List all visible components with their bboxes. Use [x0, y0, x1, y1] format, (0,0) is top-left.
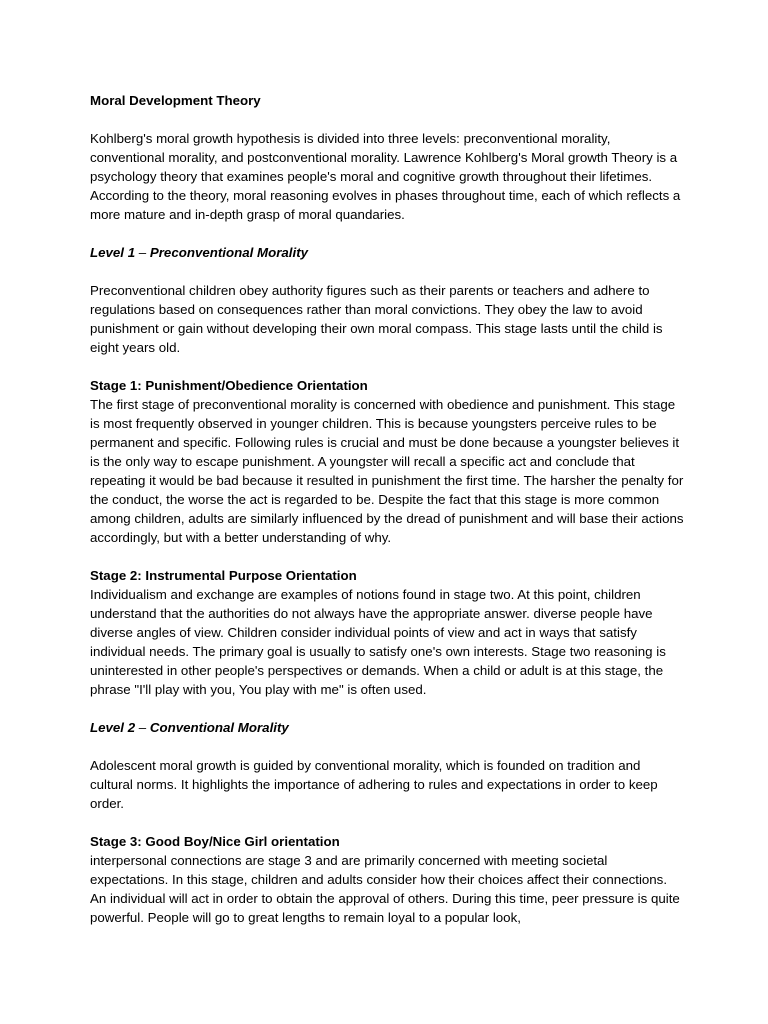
level-1-name: Preconventional Morality — [149, 245, 309, 260]
level-2-name: Conventional Morality — [149, 720, 289, 735]
stage-1-heading: Stage 1: Punishment/Obedience Orientation — [90, 378, 368, 393]
level-1-dash: – — [135, 245, 150, 260]
stage-1-body: The first stage of preconventional morality is concerned with obedience and punishment. This stage is most frequently observed in younger children. This is because youngsters perceive rules to be permanent and specific. Following rules is crucial and must be done because a youngster believes it is the only way to escape punishment. A youngster will recall a specific act and conclude that repeating it would be bad because it resulted in punishment the first time. The harsher the penalty for the conduct, the worse the act is regarded to be. Despite the fact that this stage is more common among children, adults are similarly influenced by the dread of punishment and will base their actions accordingly, but with a better understanding of why. — [90, 397, 684, 545]
level-2-description: Adolescent moral growth is guided by conventional morality, which is founded on tradition and cultural norms. It highlights the importance of adhering to rules and expectations in order to keep order. — [90, 758, 658, 811]
level-2-heading — [90, 718, 684, 737]
stage-3-body: interpersonal connections are stage 3 and are primarily concerned with meeting societal expectations. In this stage, children and adults consider how their choices affect their connections. An individual will act in order to obtain the approval of others. During this time, peer pressure is quite powerful. People will go to great lengths to remain loyal to a popular look, — [90, 853, 680, 925]
level-1-description: Preconventional children obey authority figures such as their parents or teachers and adhere to regulations based on consequences rather than moral convictions. They obey the law to avoid punishment or gain without developing their own moral compass. This stage lasts until the child is eight years old. — [90, 283, 663, 355]
stage-3-heading: Stage 3: Good Boy/Nice Girl orientation — [90, 834, 340, 849]
level-1-heading — [90, 243, 684, 262]
document-title: Moral Development Theory — [90, 93, 261, 108]
level-2-dash: – — [135, 720, 150, 735]
level-1-number: Level 1 — [90, 245, 136, 260]
level-2-number: Level 2 — [90, 720, 136, 735]
stage-2-heading: Stage 2: Instrumental Purpose Orientation — [90, 568, 357, 583]
intro-paragraph: Kohlberg's moral growth hypothesis is divided into three levels: preconventional morality, conventional morality, and postconventional morality. Lawrence Kohlberg's Moral growth Theory is a psychology theory that examines people's moral and cognitive growth throughout their lifetimes. According to the theory, moral reasoning evolves in phases throughout time, each of which reflects a more mature and in-depth grasp of moral quandaries. — [90, 131, 681, 222]
document-page — [90, 91, 684, 927]
stage-2-body: Individualism and exchange are examples of notions found in stage two. At this point, children understand that the authorities do not always have the appropriate answer. diverse people have diverse angles of view. Children consider individual points of view and act in ways that satisfy individual needs. The primary goal is usually to satisfy one's own interests. Stage two reasoning is uninterested in other people's perspectives or demands. When a child or adult is at this stage, the phrase "I'll play with you, You play with me" is often used. — [90, 587, 666, 697]
